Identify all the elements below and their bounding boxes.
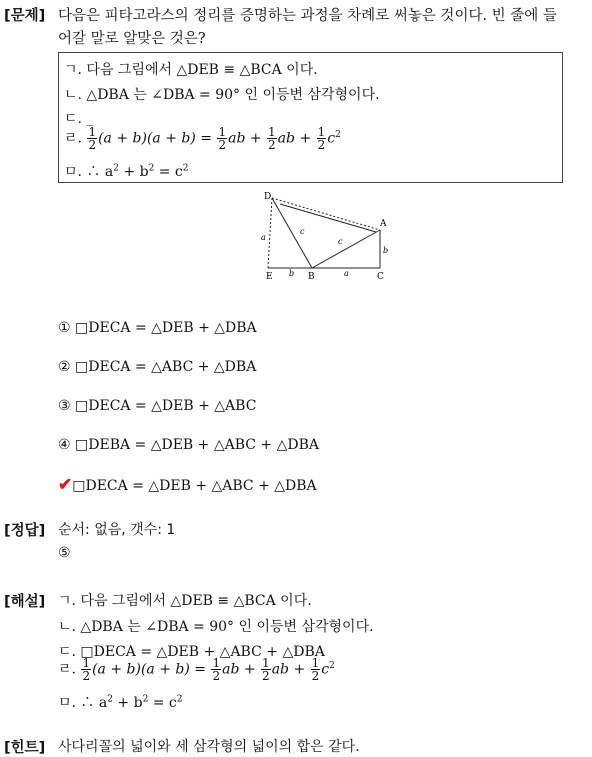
problem-line-2: 어갈 말로 알맞은 것은? [58, 31, 206, 47]
answer-line-1: 순서: 없음, 갯수: 1 [58, 522, 176, 538]
edge-DE [268, 198, 272, 268]
label-c-2: c [338, 237, 343, 246]
label-c-1: c [300, 227, 305, 236]
choice-1[interactable]: ① □DECA = △DEB + △DBA [58, 320, 257, 336]
box-step-3: ㄷ. _ [64, 111, 94, 127]
solution-tag: [해설] [4, 594, 46, 610]
edge-DB [272, 198, 312, 268]
trapezoid-figure [258, 190, 394, 282]
choice-4[interactable]: ④ □DEBA = △DEB + △ABC + △DBA [58, 437, 320, 453]
solution-step-5: ㅁ. ∴ $a^2 + b^2 = c^2$ [58, 694, 183, 711]
choice-5-selected[interactable]: ✔□DECA = △DEB + △ABC + △DBA [58, 475, 317, 495]
label-A: A [380, 219, 387, 229]
choice-3[interactable]: ③ □DECA = △DEB + △ABC [58, 398, 257, 414]
label-b-right: b [383, 246, 389, 255]
answer-line-2: ⑤ [58, 545, 71, 561]
solution-step-2: ㄴ. △DBA 는 ∠DBA = 90° 인 이등변 삼각형이다. [58, 619, 374, 635]
label-a-left: a [261, 233, 266, 242]
solution-step-3: ㄷ. □DECA = △DEB + △ABC + △DBA [58, 644, 325, 660]
solution-step-4: ㄹ. $\frac{1}{2}$ (a + b)(a + b) = $\frac{1}{2}$ ab + $\frac{1}{2}$ ab + $\frac{1}{2}$ $c^2$ [58, 656, 335, 683]
label-a-bottom: a [344, 269, 349, 278]
label-b-bottom: b [289, 269, 295, 278]
solution-step-1: ㄱ. 다음 그림에서 △DEB ≡ △BCA 이다. [58, 593, 312, 609]
box-step-4: ㄹ. $\frac{1}{2}$ (a + b)(a + b) = $\frac{1}{2}$ ab + $\frac{1}{2}$ ab + $\frac{1}{2}$ $c^2$ [64, 125, 341, 152]
edge-BA [312, 230, 380, 268]
choice-2[interactable]: ② □DECA = △ABC + △DBA [58, 359, 257, 375]
edge-inner [280, 204, 376, 232]
problem-tag: [문제] [4, 8, 46, 24]
edge-DA [272, 198, 380, 230]
label-B: B [308, 272, 315, 282]
answer-tag: [정답] [4, 523, 46, 539]
box-step-5: ㅁ. ∴ $a^2 + b^2 = c^2$ [64, 163, 189, 180]
box-step-1: ㄱ. 다음 그림에서 △DEB ≡ △BCA 이다. [64, 62, 318, 78]
check-mark-icon: ✔ [58, 475, 73, 495]
label-E: E [266, 272, 273, 282]
hint-tag: [힌트] [4, 740, 46, 756]
hint-text: 사다리꼴의 넓이와 세 삼각형의 넓이의 합은 같다. [58, 739, 360, 755]
problem-line-1: 다음은 피타고라스의 정리를 증명하는 과정을 차례로 써놓은 것이다. 빈 줄에 들 [58, 8, 557, 24]
box-step-2: ㄴ. △DBA 는 ∠DBA = 90° 인 이등변 삼각형이다. [64, 87, 380, 103]
label-C: C [377, 272, 384, 282]
label-D: D [264, 192, 272, 202]
